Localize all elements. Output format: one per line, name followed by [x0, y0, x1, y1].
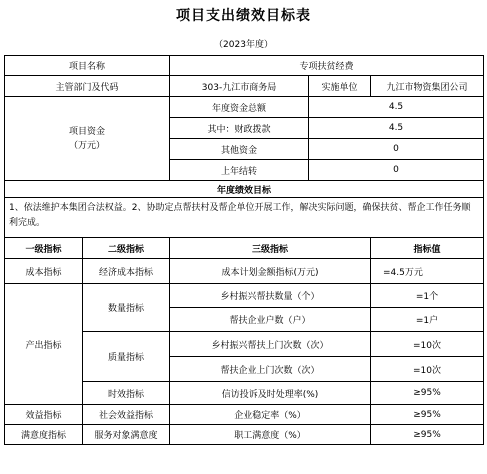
funds-row-label: 年度资金总额 [170, 97, 309, 118]
funds-row-value: 0 [309, 139, 484, 160]
quantity-l3: 乡村振兴帮扶数量（个） [170, 284, 371, 308]
benefit-l2: 社会效益指标 [83, 405, 170, 425]
exec-unit-value: 九江市物资集团公司 [371, 76, 484, 97]
header-level3: 三级指标 [170, 238, 371, 259]
quality-l3: 乡村振兴帮扶上门次数（次） [170, 332, 371, 357]
quality-value: =10次 [371, 357, 484, 382]
exec-unit-label: 实施单位 [309, 76, 371, 97]
cost-l2: 经济成本指标 [83, 259, 170, 284]
funds-row-value: 0 [309, 160, 484, 181]
performance-table [4, 55, 484, 445]
quantity-value: =1户 [371, 308, 484, 332]
funds-label-line1: 项目资金 [69, 126, 106, 137]
timeliness-l2: 时效指标 [83, 382, 170, 405]
dept-value: 303-九江市商务局 [170, 76, 309, 97]
annual-goal-header: 年度绩效目标 [5, 181, 484, 198]
header-value: 指标值 [371, 238, 484, 259]
satisfaction-l3: 职工满意度（%） [170, 425, 371, 445]
quality-value: =10次 [371, 332, 484, 357]
satisfaction-l1: 满意度指标 [5, 425, 83, 445]
cost-l3: 成本计划金额指标(万元) [170, 259, 371, 284]
quantity-l2: 数量指标 [83, 284, 170, 332]
benefit-l3: 企业稳定率（%） [170, 405, 371, 425]
cost-value: =4.5万元 [371, 259, 484, 284]
quality-l2: 质量指标 [83, 332, 170, 382]
funds-label-line2: （万元） [69, 140, 106, 151]
header-level2: 二级指标 [83, 238, 170, 259]
timeliness-value: ≥95% [371, 382, 484, 405]
annual-goal-text: 1、依法维护本集团合法权益。2、协助定点帮扶村及帮企单位开展工作，解决实际问题，确保扶贫、帮企工作任务顺利完成。 [5, 198, 484, 238]
benefit-l1: 效益指标 [5, 405, 83, 425]
cost-l1: 成本指标 [5, 259, 83, 284]
benefit-value: ≥95% [371, 405, 484, 425]
quantity-l3: 帮扶企业户数（户） [170, 308, 371, 332]
timeliness-l3: 信访投诉及时处理率(%) [170, 382, 371, 405]
project-name-value: 专项扶贫经费 [170, 56, 484, 76]
dept-label: 主管部门及代码 [5, 76, 170, 97]
quantity-value: =1个 [371, 284, 484, 308]
project-name-label: 项目名称 [5, 56, 170, 76]
header-level1: 一级指标 [5, 238, 83, 259]
page-title: 项目支出绩效目标表 [176, 8, 311, 24]
funds-row-label: 上年结转 [170, 160, 309, 181]
funds-label [5, 97, 170, 181]
output-l1: 产出指标 [5, 284, 83, 405]
funds-row-value: 4.5 [309, 97, 484, 118]
funds-row-label: 其中：财政拨款 [170, 118, 309, 139]
funds-row-label: 其他资金 [170, 139, 309, 160]
quality-l3: 帮扶企业上门次数（次） [170, 357, 371, 382]
year-label: （2023年度） [214, 40, 273, 50]
funds-row-value: 4.5 [309, 118, 484, 139]
satisfaction-l2: 服务对象满意度 [83, 425, 170, 445]
satisfaction-value: ≥95% [371, 425, 484, 445]
